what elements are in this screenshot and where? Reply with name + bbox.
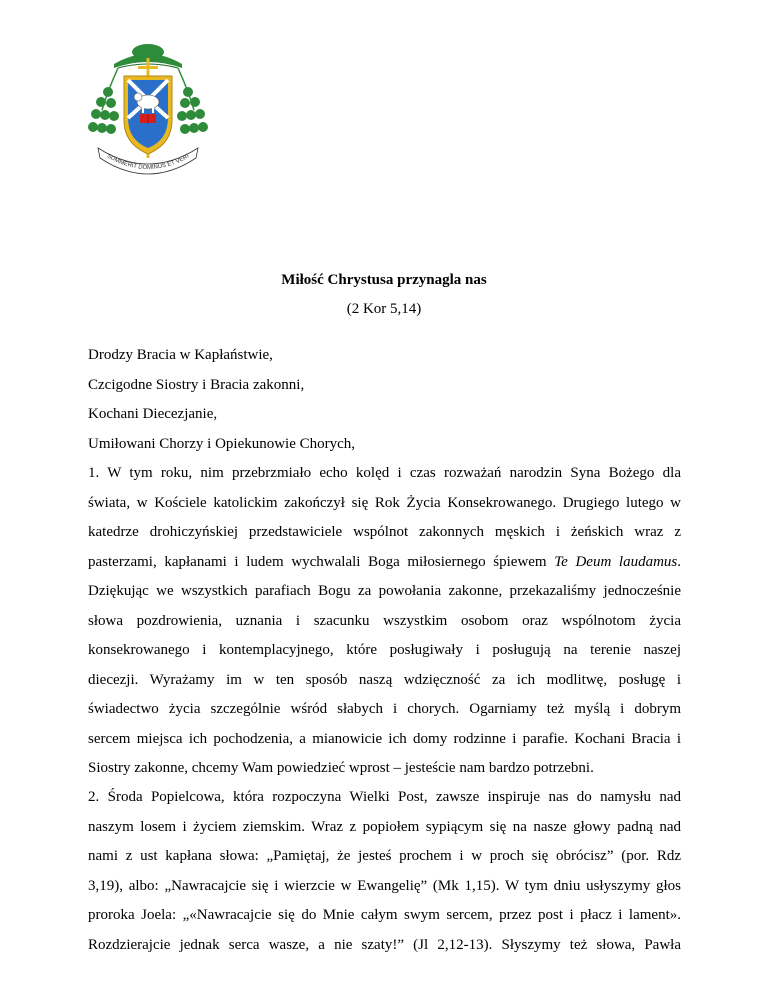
text-line: słowa pozdrowienia, uznania i szacunku wszystkim osobom oraz wspólnotom życia: [88, 612, 681, 629]
text-line: świata, w Kościele katolickim zakończył się Rok Życia Konsekrowanego. Drugiego lutego w: [88, 494, 681, 511]
salutation-block: [88, 341, 688, 459]
text-line: Dziękując we wszystkich parafiach Bogu za powołania zakonne, przekazaliśmy jednocześnie: [88, 583, 681, 599]
scripture-reference: (2 Kor 5,14): [346, 301, 422, 317]
text-line: Rozdzierajcie jednak serca wasze, a nie szaty!” (Jl 2,12-13). Słyszymy też słowa, Pawła: [88, 936, 681, 953]
text-line: katedrze drohiczyńskiej przedstawiciele wspólnot zakonnych męskich i żeńskich wraz z: [88, 524, 681, 540]
text-line: 1. W tym roku, nim przebrzmiało echo kolęd i czas rozważań narodzin Syna Bożego dla: [88, 465, 681, 481]
text-line: Siostry zakonne, chcemy Wam powiedzieć wprost – jesteście nam bardzo potrzebni.: [88, 760, 594, 776]
text-line: konsekrowanego i kontemplacyjnego, które posługiwały i posługują na terenie naszej: [88, 642, 681, 658]
text-line: proroka Joela: „«Nawracajcie się do Mnie całym swym sercem, przez post i płacz i lament».: [88, 907, 681, 923]
text-line: diecezji. Wyrażamy im w ten sposób naszą wdzięczność za ich modlitwę, posługę i: [88, 671, 681, 688]
salutation-line: Kochani Diecezjanie,: [88, 406, 218, 422]
text-line: naszym losem i życiem ziemskim. Wraz z popiołem sypiącym się na nasze głowy padną nad: [88, 818, 681, 835]
text-line: sercem miejsca ich pochodzenia, a mianowicie ich domy rodzinne i parafie. Kochani Bracia i: [88, 730, 681, 747]
text-line: świadectwo życia szczególnie wśród słabych i chorych. Ogarniamy też myślą i dobrym: [88, 701, 681, 717]
salutation-line: Umiłowani Chorzy i Opiekunowie Chorych,: [88, 435, 356, 452]
italic-phrase: Te Deum laudamus: [554, 553, 678, 570]
salutation-line: Drodzy Bracia w Kapłaństwie,: [88, 347, 273, 363]
text-run: pasterzami, kapłanami i ludem wychwalali Boga miłosiernego śpiewem: [88, 553, 555, 570]
text-line: 3,19), albo: „Nawracajcie się i wierzcie w Ewangelię” (Mk 1,15). W tym dniu usłyszymy głos: [88, 877, 681, 894]
salutation-line: Czcigodne Siostry i Bracia zakonni,: [88, 376, 305, 393]
shield-icon: [124, 76, 172, 154]
coat-of-arms: [88, 30, 208, 180]
text-line: [88, 548, 681, 578]
paragraph-2: [88, 783, 681, 960]
text-line: 2. Środa Popielcowa, która rozpoczyna Wielki Post, zawsze inspiruje nas do namysłu nad: [88, 789, 681, 805]
text-line: nami z ust kapłana słowa: „Pamiętaj, że jesteś prochem i w proch się obrócisz” (por. Rdz: [88, 848, 681, 864]
paragraph-1: [88, 459, 681, 784]
tassels-left-icon: [88, 68, 119, 134]
document-title: Miłość Chrystusa przynagla nas: [281, 272, 487, 288]
motto-text: SUMMERIT DOMINUS ET VERI: [105, 153, 191, 172]
text-run: .: [677, 553, 681, 570]
tassels-right-icon: [177, 68, 208, 134]
